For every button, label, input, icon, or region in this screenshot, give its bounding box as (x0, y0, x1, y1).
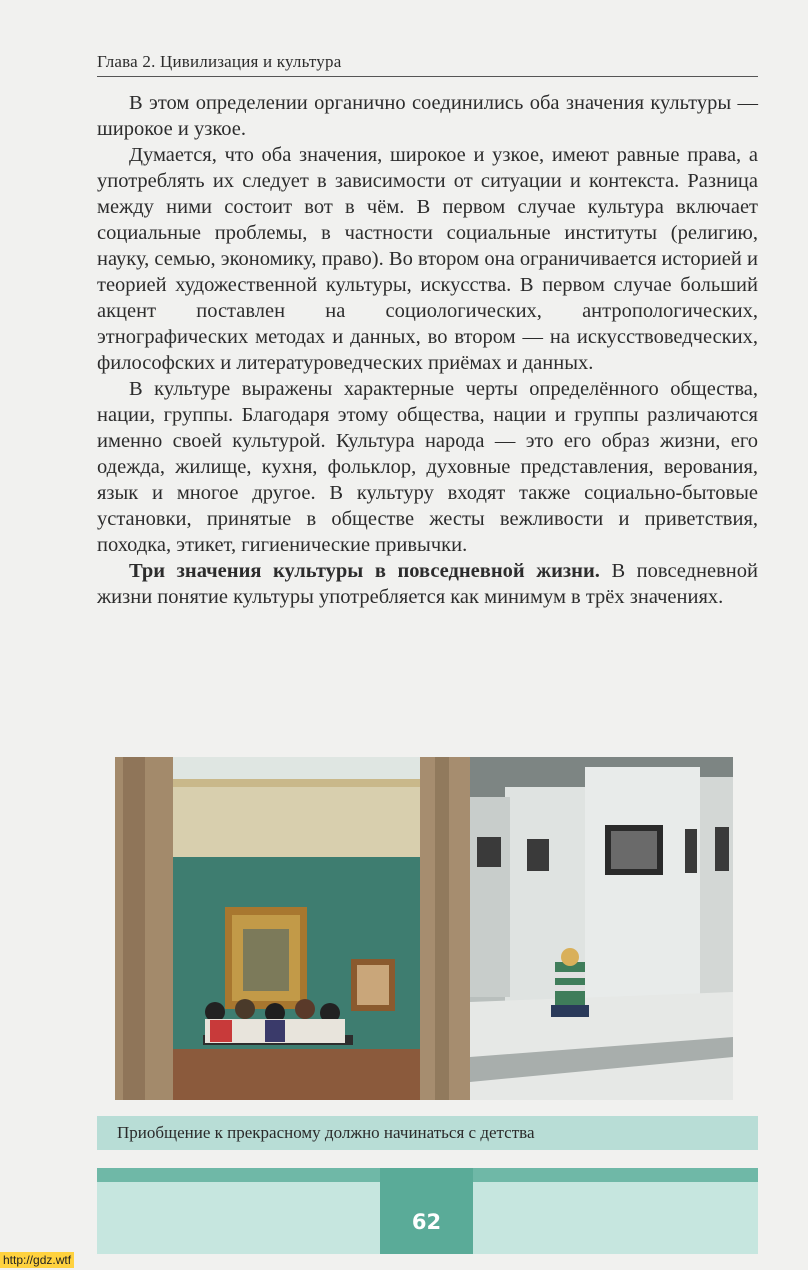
gallery-child-photo (470, 757, 733, 1100)
figure-caption: Приобщение к прекрасному должно начинаться с детства (117, 1123, 535, 1142)
page-number-box (380, 1168, 473, 1254)
watermark-link[interactable]: http://gdz.wtf (0, 1252, 74, 1268)
paragraph-3: В культуре выражены характерные черты определённого общества, нации, группы. Благодаря этому общества, нации и группы различаются именно своей культурой. Культура народа — это его образ жизни, его одежда, жилище, кухня, фольклор, духовные представления, верования, язык и многое другое. В культуру входят также социально-бытовые установки, принятые в обществе жесты вежливости и приветствия, походка, этикет, гигиенические привычки. (97, 378, 758, 556)
page-footer (97, 1168, 758, 1254)
page-number: 62 (411, 1210, 442, 1234)
paragraph-2: Думается, что оба значения, широкое и узкое, имеют равные права, а употреблять их следует в зависимости от ситуации и контекста. Разница между ними состоит вот в чём. В первом случае культура включает социальные проблемы, в частности социальные институты (религию, науку, семью, экономику, право). Во втором она ограничивается историей и теорией художественной культуры, искусства. В первом случае больший акцент поставлен на социологических, антропологических, этнографических методах и данных, во втором — на искусствоведческих, философских и литературоведческих приёмах и данных. (97, 144, 758, 374)
chapter-title: Глава 2. Цивилизация и культура (97, 52, 342, 71)
paragraph-4 (97, 558, 758, 610)
figure-photo (115, 757, 733, 1100)
running-header (97, 52, 758, 77)
body-text (97, 90, 758, 610)
paragraph-4-text: В повседневной жизни понятие культуры употребляется как минимум в трёх значениях. (97, 560, 758, 608)
photo-illustration (115, 757, 733, 1100)
paragraph-1: В этом определении органично соединились оба значения культуры — широкое и узкое. (97, 92, 758, 140)
museum-hall-photo (115, 757, 470, 1100)
figure-caption-bar (97, 1116, 758, 1150)
paragraph-4-heading: Три значения культуры в повседневной жизни. (129, 560, 600, 582)
